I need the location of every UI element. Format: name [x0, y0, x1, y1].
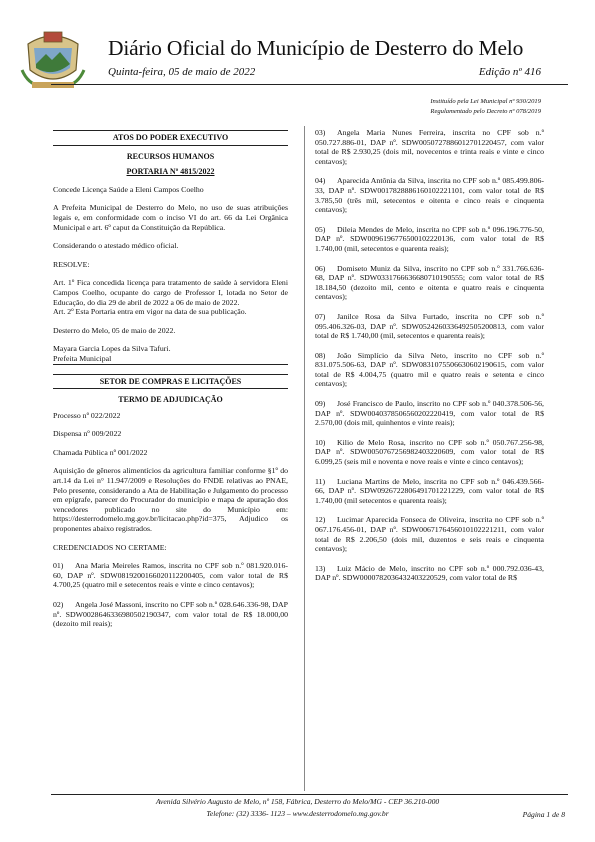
list-item: 04) Aparecida Antônia da Silva, inscrita no CPF sob n.º 085.499.806-33, DAP nº. SDW0017828886160102221101, com valor total de R$ 3.785,50 (três mil, setecentos e oitenta e cinco reais e cinquenta centavos);	[315, 176, 544, 215]
list-item: 06) Domiseto Muniz da Silva, inscrito no CPF sob n.º 331.766.636-68, DAP nº. SDW0331766636680710190555; com valor total de R$ 18.184,50 (dezoito mil, cento e oitenta e quatro reais e cinquenta centavos);	[315, 263, 544, 302]
header-divider	[51, 84, 568, 85]
subsection-adjudication: TERMO DE ADJUDICAÇÃO	[118, 395, 223, 405]
paragraph: Concede Licença Saúde a Eleni Campos Coelho	[53, 184, 204, 194]
list-item: 10) Kilio de Melo Rosa, inscrito no CPF sob n.º 050.767.256-98, DAP nº. SDW0050767256982403220609, com valor total de R$ 6.099,25 (seis mil e noventa e nove reais e vinte e cinco centavos);	[315, 437, 544, 467]
list-item: 09) José Francisco de Paulo, inscrito no CPF sob n.º 040.378.506-56, DAP nº. SDW0040378506560202220419, com valor total de R$ 2.570,00 (dois mil, quinhentos e vinte reais);	[315, 399, 544, 428]
section-purchasing: SETOR DE COMPRAS E LICITAÇÕES	[53, 374, 288, 390]
subsection-hr: RECURSOS HUMANOS	[126, 151, 215, 161]
list-item: 13) Luiz Mácio de Melo, inscrito no CPF sob n.º 000.792.036-43, DAP nº. SDW0000782036432403220529, com valor total de R$	[315, 563, 544, 583]
edition-number: Edição nº 416	[478, 66, 541, 78]
list-item: 02) Angela José Massoni, inscrito no CPF sob n.º 028.646.336-98, DAP nº. SDW0028646336980502190347, com valor total de R$ 18.000,00 (dezoito mil reais);	[53, 600, 288, 629]
header	[0, 0, 595, 120]
paragraph: Considerando o atestado médico oficial.	[53, 241, 179, 251]
publication-date: Quinta-feira, 05 de maio de 2022	[108, 66, 256, 78]
footer-contact: Telefone: (32) 3336- 1123 – www.desterrodomelo.mg.gov.br	[206, 809, 389, 818]
list-item: 05) Dileia Mendes de Melo, inscrita no CPF sob n.º 096.196.776-50, DAP nº. SDW0096196776500102220136, com valor total de R$ 1.740,00 (mil, setecentos e quarenta reais);	[315, 224, 544, 253]
article-1: Art. 1º Fica concedida licença para tratamento de saúde à servidora Eleni Campos Coelho, ocupante do cargo de Professor I, lotada no Setor de Educação, do dia 29 de abril de 2022 a 06 de maio de 2022.	[53, 278, 288, 307]
signer-name: Mayara Garcia Lopes da Silva Tafuri.	[53, 344, 171, 354]
footer-address: Avenida Silvério Augusto de Melo, nº 158, Fábrica, Desterro do Melo/MG - CEP 36.210-000	[155, 797, 440, 806]
list-item: 03) Angela Maria Nunes Ferreira, inscrita no CPF sob n.º 050.727.886-01, DAP nº. SDW0050727886012701220457, com valor total de R$ 2.930,25 (dois mil, novecentos e trinta reais e vinte e cinco centavos);	[315, 128, 544, 166]
resolve-heading: RESOLVE:	[53, 259, 90, 269]
section-executive: ATOS DO PODER EXECUTIVO	[53, 130, 288, 146]
list-item: 07) Janilce Rosa da Silva Furtado, inscrita no CPF sob n.º 095.406.326-03, DAP nº. SDW0524260336492505200813, com valor total de R$ 1.740,00 (mil, setecentos e quarenta reais);	[315, 311, 544, 341]
footer-divider	[51, 794, 568, 795]
portaria-heading: PORTARIA Nº 4815/2022	[126, 167, 215, 177]
institution-law: Instituído pela Lei Municipal nº 930/2019	[430, 98, 541, 105]
dispensa-number: Dispensa nº 009/2022	[53, 429, 122, 439]
right-column	[315, 128, 544, 593]
column-divider	[304, 126, 305, 791]
public-call-number: Chamada Pública nº 001/2022	[53, 447, 148, 457]
process-number: Processo nº 022/2022	[53, 410, 121, 420]
left-column	[53, 128, 288, 639]
credentials-heading: CREDENCIADOS NO CERTAME:	[53, 542, 167, 552]
adjudication-text: Aquisição de gêneros alimentícios da agricultura familiar conforme §1º do art.14 da Lei n° 11.947/2009 e Resoluções do FNDE relativas ao PNAE, Pelo presente, considerando a Ata de Habilitação e Julgamento do processo em epígrafe, parecer do Procurador do município e mapa de apuração dos vencedores publicado no site do Município em: https://desterrodomelo.mg.gov.br/licitacao.php?id=375, Adjudico os proponentes abaixo registrados.	[53, 466, 288, 534]
signature-date: Desterro do Melo, 05 de maio de 2022.	[53, 325, 176, 335]
municipal-crest-icon	[18, 26, 88, 92]
article-2: Art. 2º Esta Portaria entra em vigor na data de sua publicação.	[53, 307, 247, 317]
newspaper-title: Diário Oficial do Município de Desterro do Melo	[108, 36, 524, 60]
list-item: 12) Lucimar Aparecida Fonseca de Oliveira, inscrita no CPF sob n.º 067.176.456-01, DAP nº. SDW0067176456010102221211, com valor total de R$ 2.206,50 (dois mil, duzentos e seis reais e cinquenta centavos);	[315, 515, 544, 554]
list-item: 01) Ana Maria Meireles Ramos, inscrita no CPF sob n.º 081.920.016-60, DAP nº. SDW0819200166020112200405, com valor total de R$ 4.700,25 (quatro mil e setecentos reais e vinte e cinco centavos);	[53, 561, 288, 590]
list-item: 08) João Simplício da Silva Neto, inscrito no CPF sob n.º 831.075.506-63, DAP nº. SDW0831075506630602190615, com valor total de R$ 4.004,75 (quatro mil e quatro reais e setenta e cinco centavos);	[315, 350, 544, 389]
page-number: Página 1 de 8	[522, 810, 565, 819]
institution-decree: Regulamentado pelo Decreto nº 078/2019	[430, 108, 541, 115]
signer-role: Prefeita Municipal	[53, 354, 288, 365]
paragraph: A Prefeita Municipal de Desterro do Melo, no uso de suas atribuições legais e, em conformidade com o inciso VI do art. 66 da Lei Orgânica Municipal e art. 6º caput da Constituição da República.	[53, 203, 288, 232]
list-item: 11) Luciana Martins de Melo, inscrita no CPF sob n.º 046.439.566-66, DAP nº. SDW0926722806491701221229, com valor total de R$ 1.740,00 (mil setecentos e quarenta reais);	[315, 476, 544, 505]
